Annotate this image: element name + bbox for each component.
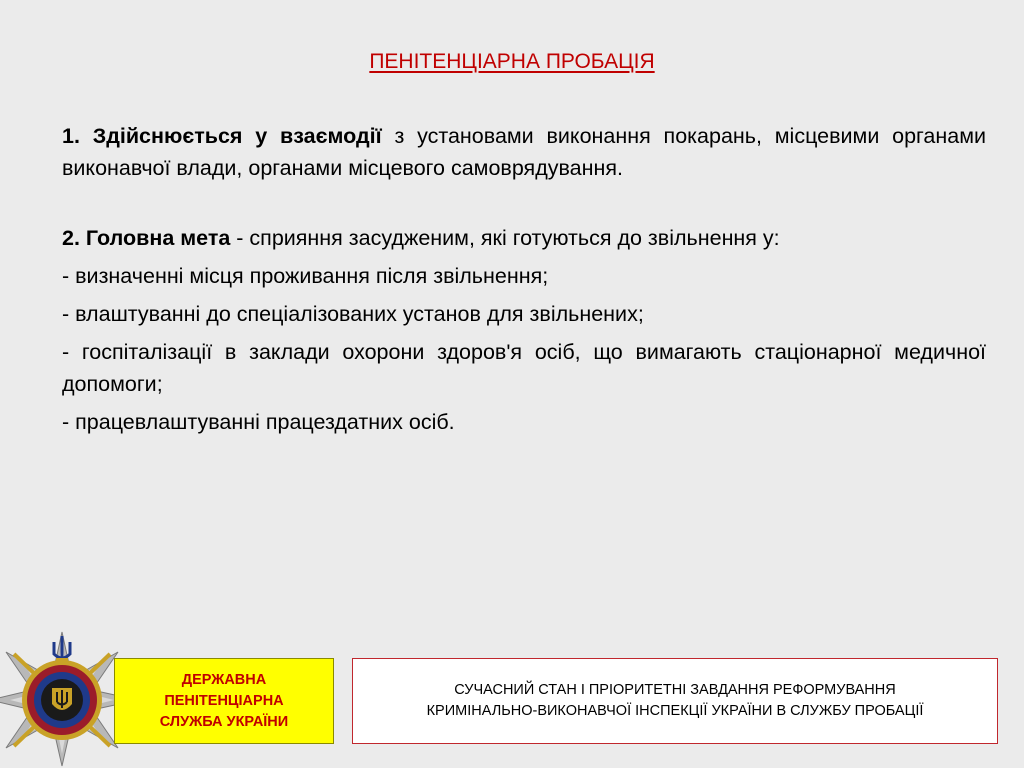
- caption-line: КРИМІНАЛЬНО-ВИКОНАВЧОЇ ІНСПЕКЦІЇ УКРАЇНИ В СЛУЖБУ ПРОБАЦІЇ: [426, 703, 924, 719]
- point-2-text: - сприяння засудженим, які готуються до звільнення у:: [230, 226, 780, 250]
- point-1-text: з установами виконання покарань, місцевими органами виконавчої влади, органами місцевого самоврядування.: [62, 124, 986, 180]
- list-item: - госпіталізації в заклади охорони здоров'я осіб, що вимагають стаціонарної медичної допомоги;: [62, 340, 986, 396]
- point-2: [62, 222, 986, 254]
- list-item: - влаштуванні до спеціалізованих установ для звільнених;: [62, 302, 644, 326]
- point-1: [62, 120, 986, 184]
- caption-line: СУЧАСНИЙ СТАН І ПРІОРИТЕТНІ ЗАВДАННЯ РЕФОРМУВАННЯ: [454, 682, 896, 698]
- org-badge: [114, 658, 334, 744]
- point-1-lead: 1. Здійснюється у взаємодії: [62, 124, 382, 148]
- org-line: СЛУЖБА УКРАЇНИ: [159, 713, 289, 730]
- list-item: - визначенні місця проживання після звільнення;: [62, 264, 549, 288]
- footer-caption: [352, 658, 998, 744]
- list-item: - працевлаштуванні працездатних осіб.: [62, 410, 455, 434]
- org-line: ДЕРЖАВНА: [181, 671, 267, 688]
- org-line: ПЕНІТЕНЦІАРНА: [164, 692, 284, 709]
- point-2-lead: 2. Головна мета: [62, 226, 231, 250]
- slide-body: [62, 120, 986, 438]
- slide-title: ПЕНІТЕНЦІАРНА ПРОБАЦІЯ: [369, 50, 655, 73]
